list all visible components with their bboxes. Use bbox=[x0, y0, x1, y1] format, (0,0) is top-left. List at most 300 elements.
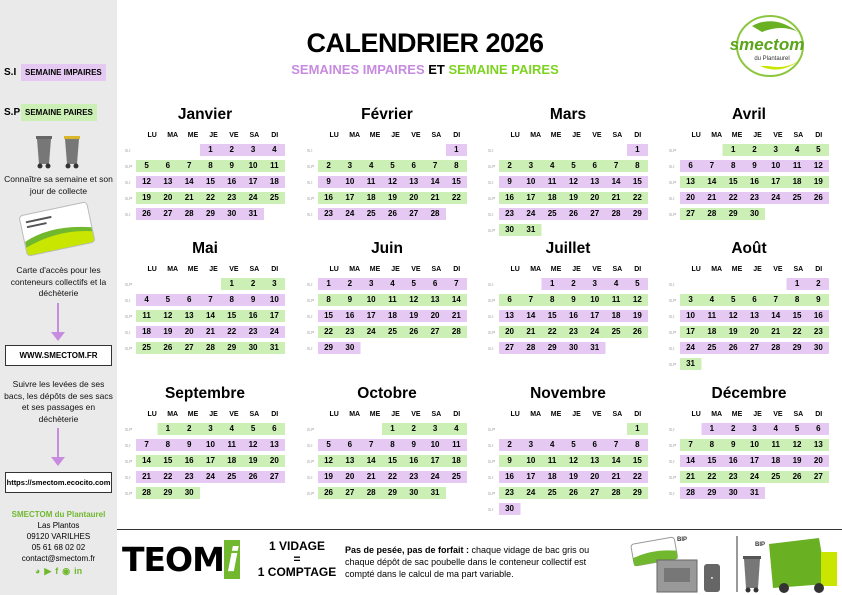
day-cell: 6 bbox=[752, 295, 757, 304]
month-name: Septembre bbox=[164, 385, 246, 402]
day-cell bbox=[200, 278, 221, 290]
day-cell: 24 bbox=[686, 343, 696, 352]
snapchat-icon[interactable]: ◕ bbox=[34, 566, 41, 576]
day-cell bbox=[627, 503, 648, 515]
day-cell bbox=[136, 423, 157, 435]
day-cell: 17 bbox=[345, 193, 355, 202]
day-cell: 6 bbox=[432, 279, 438, 288]
day-cell: 9 bbox=[730, 440, 736, 449]
day-cell: 19 bbox=[324, 472, 334, 481]
weekday-header bbox=[686, 128, 829, 142]
day-cell: 10 bbox=[750, 440, 759, 449]
day-cell: 26 bbox=[728, 343, 738, 352]
week-row bbox=[488, 485, 648, 501]
day-cell: 14 bbox=[611, 177, 621, 186]
day-cell: 3 bbox=[592, 279, 597, 288]
day-cell bbox=[701, 278, 722, 290]
day-cell: 2 bbox=[250, 279, 256, 288]
day-cell: 6 bbox=[507, 295, 512, 304]
week-type-tag: S.P bbox=[125, 195, 133, 201]
day-cell: 31 bbox=[590, 343, 600, 352]
day-cell bbox=[318, 144, 339, 156]
week-days bbox=[136, 176, 285, 188]
day-cell: 15 bbox=[707, 456, 717, 465]
week-type-tag: S.I bbox=[669, 163, 675, 169]
arrow-down-icon-2 bbox=[57, 428, 59, 458]
month-10 bbox=[488, 385, 648, 517]
day-cell: 5 bbox=[816, 145, 821, 154]
day-cell: 26 bbox=[569, 209, 578, 218]
day-cell: 24 bbox=[771, 193, 781, 202]
day-cell: 17 bbox=[686, 327, 696, 336]
day-cell bbox=[627, 224, 648, 236]
day-cell: 17 bbox=[771, 177, 781, 186]
week-row bbox=[669, 340, 829, 356]
week-days bbox=[680, 455, 829, 467]
week-row bbox=[669, 142, 829, 158]
day-cell bbox=[563, 423, 584, 435]
day-cell bbox=[584, 423, 605, 435]
day-cell: 12 bbox=[632, 295, 642, 304]
weekday-label: DI bbox=[271, 131, 279, 139]
week-type-tag: S.P bbox=[669, 442, 677, 448]
week-type-tag: S.I bbox=[488, 474, 494, 480]
week-type-tag: S.I bbox=[669, 458, 675, 464]
week-days bbox=[136, 455, 285, 467]
day-cell: 21 bbox=[451, 311, 461, 320]
day-cell: 8 bbox=[635, 440, 640, 449]
day-cell: 30 bbox=[345, 343, 355, 352]
day-cell: 30 bbox=[248, 343, 258, 352]
day-cell: 2 bbox=[730, 424, 736, 433]
week-row bbox=[307, 437, 467, 453]
linkedin-icon[interactable]: in bbox=[74, 566, 83, 576]
week-row bbox=[488, 190, 648, 206]
month-2 bbox=[488, 106, 648, 238]
day-cell: 28 bbox=[206, 343, 215, 352]
day-cell bbox=[339, 423, 360, 435]
week-row bbox=[125, 292, 285, 308]
day-cell: 28 bbox=[142, 488, 152, 497]
week-type-tag: S.P bbox=[488, 227, 496, 233]
day-cell: 20 bbox=[269, 456, 279, 465]
week-type-tag: S.I bbox=[307, 179, 313, 185]
day-cell bbox=[318, 423, 339, 435]
youtube-icon[interactable]: ▶ bbox=[44, 566, 52, 576]
month-7 bbox=[669, 240, 829, 372]
day-cell bbox=[584, 224, 605, 236]
day-cell: 1 bbox=[794, 279, 800, 288]
day-cell: 8 bbox=[229, 295, 234, 304]
week-row bbox=[125, 421, 285, 437]
day-cell: 23 bbox=[248, 327, 258, 336]
week-type-tag: S.I bbox=[669, 490, 675, 496]
day-cell bbox=[563, 144, 584, 156]
day-cell: 24 bbox=[590, 327, 600, 336]
day-cell: 8 bbox=[326, 295, 331, 304]
day-cell bbox=[200, 487, 221, 499]
day-cell: 24 bbox=[206, 472, 215, 481]
day-cell bbox=[563, 224, 584, 236]
contact-email[interactable]: contact@smectom.fr bbox=[21, 554, 96, 563]
weekday-label: DI bbox=[271, 265, 279, 273]
day-cell: 22 bbox=[792, 327, 802, 336]
social-icons bbox=[0, 566, 117, 577]
day-cell: 10 bbox=[771, 161, 781, 170]
day-cell: 5 bbox=[794, 424, 800, 433]
day-cell bbox=[339, 144, 360, 156]
day-cell: 12 bbox=[388, 177, 397, 186]
day-cell: 10 bbox=[526, 177, 536, 186]
week-row bbox=[669, 437, 829, 453]
day-cell: 31 bbox=[248, 209, 258, 218]
week-row bbox=[488, 453, 648, 469]
weekday-label: JE bbox=[753, 265, 762, 273]
day-cell: 1 bbox=[208, 145, 213, 154]
day-cell bbox=[542, 224, 563, 236]
day-cell: 9 bbox=[229, 161, 234, 170]
day-cell bbox=[446, 487, 467, 499]
day-cell bbox=[701, 144, 722, 156]
day-cell: 4 bbox=[549, 161, 555, 170]
week-row bbox=[669, 292, 829, 308]
week-row bbox=[125, 174, 285, 190]
day-cell bbox=[723, 278, 744, 290]
vidage-line-2: 1 COMPTAGE bbox=[257, 565, 337, 579]
day-cell: 14 bbox=[771, 311, 781, 320]
week-row bbox=[125, 158, 285, 174]
day-cell: 5 bbox=[571, 161, 576, 170]
day-cell bbox=[520, 503, 541, 515]
day-cell: 2 bbox=[411, 424, 416, 433]
day-cell: 11 bbox=[452, 440, 461, 449]
follow-text: Suivre les levées de ses bacs, les dépôts de ses sacs et ses passages en déchèterie bbox=[4, 379, 113, 424]
legend-sp-label: SEMAINE PAIRES bbox=[21, 104, 97, 121]
day-cell: 12 bbox=[792, 440, 802, 449]
day-cell: 7 bbox=[528, 295, 534, 304]
day-cell: 9 bbox=[507, 177, 512, 186]
day-cell bbox=[786, 358, 807, 370]
weekday-label: LU bbox=[147, 410, 157, 418]
weekday-label: MA bbox=[530, 410, 542, 418]
day-cell bbox=[221, 487, 242, 499]
day-cell: 13 bbox=[590, 456, 600, 465]
week-type-tag: S.I bbox=[488, 281, 494, 287]
day-cell: 21 bbox=[611, 472, 621, 481]
week-type-tag: S.I bbox=[125, 474, 131, 480]
weekday-label: SA bbox=[249, 131, 260, 139]
day-cell: 27 bbox=[590, 488, 600, 497]
day-cell: 15 bbox=[632, 456, 642, 465]
day-cell bbox=[136, 144, 157, 156]
week-row bbox=[125, 308, 285, 324]
day-cell: 21 bbox=[366, 472, 376, 481]
week-type-tag: S.I bbox=[669, 313, 675, 319]
day-cell: 2 bbox=[507, 440, 512, 449]
weekday-label: ME bbox=[187, 131, 199, 139]
collective-container-icon bbox=[622, 532, 722, 594]
day-cell: 22 bbox=[547, 327, 557, 336]
day-cell: 8 bbox=[635, 161, 640, 170]
week-days bbox=[318, 326, 467, 338]
week-row bbox=[125, 437, 285, 453]
weekday-label: ME bbox=[369, 410, 381, 418]
week-days bbox=[136, 160, 285, 172]
day-cell: 23 bbox=[505, 209, 515, 218]
week-type-tag: S.P bbox=[669, 329, 677, 335]
day-cell: 11 bbox=[366, 177, 376, 186]
day-cell: 16 bbox=[409, 456, 419, 465]
bin-bag-icon: ● bbox=[710, 575, 714, 580]
week-row bbox=[488, 324, 648, 340]
week-type-tag: S.P bbox=[488, 490, 496, 496]
day-cell: 6 bbox=[592, 440, 597, 449]
day-cell bbox=[542, 144, 563, 156]
week-row bbox=[307, 174, 467, 190]
day-cell: 24 bbox=[269, 327, 279, 336]
day-cell: 23 bbox=[227, 193, 237, 202]
subtitle-even: SEMAINE PAIRES bbox=[448, 62, 559, 77]
day-cell bbox=[786, 487, 807, 499]
week-type-tag: S.I bbox=[125, 442, 131, 448]
day-cell: 17 bbox=[269, 311, 279, 320]
week-type-tag: S.P bbox=[307, 195, 315, 201]
bip-label-1: BIP bbox=[677, 537, 688, 543]
day-cell: 20 bbox=[184, 327, 194, 336]
day-cell: 20 bbox=[409, 193, 419, 202]
day-cell: 22 bbox=[707, 472, 717, 481]
weekday-label: ME bbox=[731, 265, 743, 273]
week-type-tag: S.P bbox=[669, 361, 677, 367]
day-cell bbox=[680, 278, 701, 290]
day-cell: 16 bbox=[345, 311, 355, 320]
week-days bbox=[318, 342, 467, 354]
week-row bbox=[669, 453, 829, 469]
week-days bbox=[136, 278, 285, 290]
day-cell: 28 bbox=[707, 209, 717, 218]
day-cell: 25 bbox=[451, 472, 461, 481]
day-cell: 27 bbox=[430, 327, 440, 336]
weekday-label: MA bbox=[711, 410, 723, 418]
weekday-header bbox=[142, 407, 285, 421]
week-type-tag: S.I bbox=[669, 426, 675, 432]
day-cell: 25 bbox=[611, 327, 621, 336]
day-cell: 3 bbox=[368, 279, 374, 288]
day-cell bbox=[446, 208, 467, 220]
day-cell: 19 bbox=[388, 193, 397, 202]
day-cell: 25 bbox=[388, 327, 397, 336]
weekday-header bbox=[324, 128, 467, 142]
day-cell: 11 bbox=[611, 295, 621, 304]
day-cell: 22 bbox=[227, 327, 237, 336]
week-days bbox=[318, 160, 467, 172]
day-cell: 26 bbox=[632, 327, 642, 336]
footer bbox=[117, 529, 842, 595]
day-cell bbox=[605, 342, 626, 354]
day-cell bbox=[179, 144, 200, 156]
weekday-label: JE bbox=[572, 410, 581, 418]
day-cell: 8 bbox=[794, 295, 800, 304]
day-cell: 10 bbox=[526, 456, 536, 465]
day-cell bbox=[701, 358, 722, 370]
weekday-label: VE bbox=[773, 410, 783, 418]
day-cell: 15 bbox=[324, 311, 334, 320]
day-cell: 4 bbox=[390, 279, 395, 288]
day-cell: 23 bbox=[345, 327, 355, 336]
day-cell bbox=[264, 208, 285, 220]
website-link[interactable]: WWW.SMECTOM.FR bbox=[5, 345, 112, 366]
week-type-tag: S.P bbox=[488, 163, 496, 169]
day-cell: 23 bbox=[750, 193, 759, 202]
day-cell: 30 bbox=[227, 209, 237, 218]
day-cell: 3 bbox=[528, 161, 534, 170]
week-row bbox=[307, 340, 467, 356]
week-row bbox=[669, 485, 829, 501]
legend-even-weeks bbox=[4, 104, 97, 121]
day-cell: 31 bbox=[269, 343, 279, 352]
week-days bbox=[499, 278, 648, 290]
week-type-tag: S.P bbox=[669, 147, 677, 153]
week-days bbox=[136, 423, 285, 435]
day-cell bbox=[361, 342, 382, 354]
legend-sp-abbr: S.P bbox=[4, 107, 21, 118]
day-cell: 3 bbox=[208, 424, 213, 433]
day-cell: 3 bbox=[688, 295, 693, 304]
day-cell: 28 bbox=[430, 209, 440, 218]
day-cell: 13 bbox=[345, 456, 355, 465]
day-cell: 4 bbox=[709, 295, 715, 304]
day-cell: 29 bbox=[792, 343, 802, 352]
day-cell: 29 bbox=[728, 209, 738, 218]
weekday-label: SA bbox=[431, 265, 442, 273]
day-cell: 7 bbox=[208, 295, 213, 304]
day-cell bbox=[605, 224, 626, 236]
day-cell: 10 bbox=[366, 295, 376, 304]
week-days bbox=[318, 208, 467, 220]
day-cell: 9 bbox=[347, 295, 353, 304]
day-cell: 21 bbox=[184, 193, 194, 202]
week-type-tag: S.I bbox=[669, 195, 675, 201]
week-row bbox=[488, 421, 648, 437]
day-cell: 18 bbox=[451, 456, 461, 465]
week-days bbox=[680, 176, 829, 188]
subtitle-and: ET bbox=[424, 62, 449, 77]
week-row bbox=[125, 206, 285, 222]
day-cell: 27 bbox=[184, 343, 194, 352]
weekday-label: VE bbox=[592, 410, 602, 418]
weekday-label: DI bbox=[453, 265, 461, 273]
day-cell: 12 bbox=[728, 311, 738, 320]
day-cell: 1 bbox=[165, 424, 171, 433]
day-cell: 4 bbox=[794, 145, 800, 154]
week-type-tag: S.I bbox=[307, 147, 313, 153]
week-type-tag: S.P bbox=[488, 458, 496, 464]
ecocito-link[interactable]: https://smectom.ecocito.com bbox=[5, 472, 112, 493]
day-cell: 12 bbox=[324, 456, 334, 465]
day-cell: 15 bbox=[728, 177, 738, 186]
weekday-label: VE bbox=[229, 265, 239, 273]
month-0 bbox=[125, 106, 285, 222]
day-cell bbox=[382, 342, 403, 354]
week-row bbox=[307, 308, 467, 324]
day-cell: 13 bbox=[430, 295, 440, 304]
month-name: Novembre bbox=[530, 385, 606, 402]
weekday-label: DI bbox=[634, 410, 642, 418]
day-cell bbox=[542, 503, 563, 515]
week-row bbox=[307, 142, 467, 158]
page-title: CALENDRIER 2026 bbox=[306, 28, 544, 58]
day-cell: 8 bbox=[730, 161, 736, 170]
weekday-label: LU bbox=[691, 265, 701, 273]
day-cell: 14 bbox=[526, 311, 536, 320]
day-cell: 12 bbox=[409, 295, 419, 304]
week-days bbox=[680, 439, 829, 451]
week-row bbox=[669, 469, 829, 485]
day-cell: 8 bbox=[709, 440, 715, 449]
day-cell: 4 bbox=[368, 161, 374, 170]
day-cell bbox=[136, 278, 157, 290]
day-cell bbox=[627, 342, 648, 354]
week-type-tag: S.I bbox=[488, 506, 494, 512]
teom-prefix: TEOM bbox=[122, 540, 224, 579]
week-days bbox=[499, 471, 648, 483]
weekday-label: LU bbox=[329, 265, 339, 273]
day-cell: 19 bbox=[163, 327, 173, 336]
week-days bbox=[499, 487, 648, 499]
weekday-label: SA bbox=[249, 265, 260, 273]
week-days bbox=[318, 310, 467, 322]
day-cell bbox=[424, 342, 445, 354]
week-days bbox=[318, 144, 467, 156]
week-days bbox=[136, 208, 285, 220]
week-days bbox=[136, 342, 285, 354]
day-cell: 11 bbox=[771, 440, 780, 449]
weekday-label: SA bbox=[793, 265, 804, 273]
weekday-label: JE bbox=[209, 410, 218, 418]
week-days bbox=[680, 144, 829, 156]
day-cell bbox=[605, 144, 626, 156]
week-type-tag: S.I bbox=[307, 474, 313, 480]
weekday-header bbox=[142, 128, 285, 142]
day-cell: 6 bbox=[411, 161, 416, 170]
day-cell: 28 bbox=[611, 488, 621, 497]
day-cell: 27 bbox=[269, 472, 279, 481]
day-cell: 4 bbox=[144, 295, 149, 304]
day-cell: 25 bbox=[227, 472, 237, 481]
instagram-icon[interactable]: ◉ bbox=[62, 566, 71, 576]
facebook-icon[interactable]: f bbox=[55, 566, 59, 576]
week-days bbox=[136, 471, 285, 483]
week-days bbox=[680, 423, 829, 435]
day-cell: 20 bbox=[345, 472, 355, 481]
week-row bbox=[307, 324, 467, 340]
week-row bbox=[669, 356, 829, 372]
arrow-down-icon bbox=[57, 303, 59, 333]
week-days bbox=[318, 176, 467, 188]
week-type-tag: S.I bbox=[488, 313, 494, 319]
weekday-label: LU bbox=[329, 131, 339, 139]
day-cell: 18 bbox=[707, 327, 717, 336]
week-days bbox=[499, 310, 648, 322]
weekday-label: SA bbox=[793, 410, 804, 418]
week-row bbox=[488, 292, 648, 308]
day-cell: 23 bbox=[184, 472, 194, 481]
week-type-tag: S.I bbox=[125, 329, 131, 335]
day-cell: 20 bbox=[430, 311, 440, 320]
day-cell: 26 bbox=[248, 472, 258, 481]
week-row bbox=[307, 158, 467, 174]
access-card-image bbox=[18, 201, 95, 257]
